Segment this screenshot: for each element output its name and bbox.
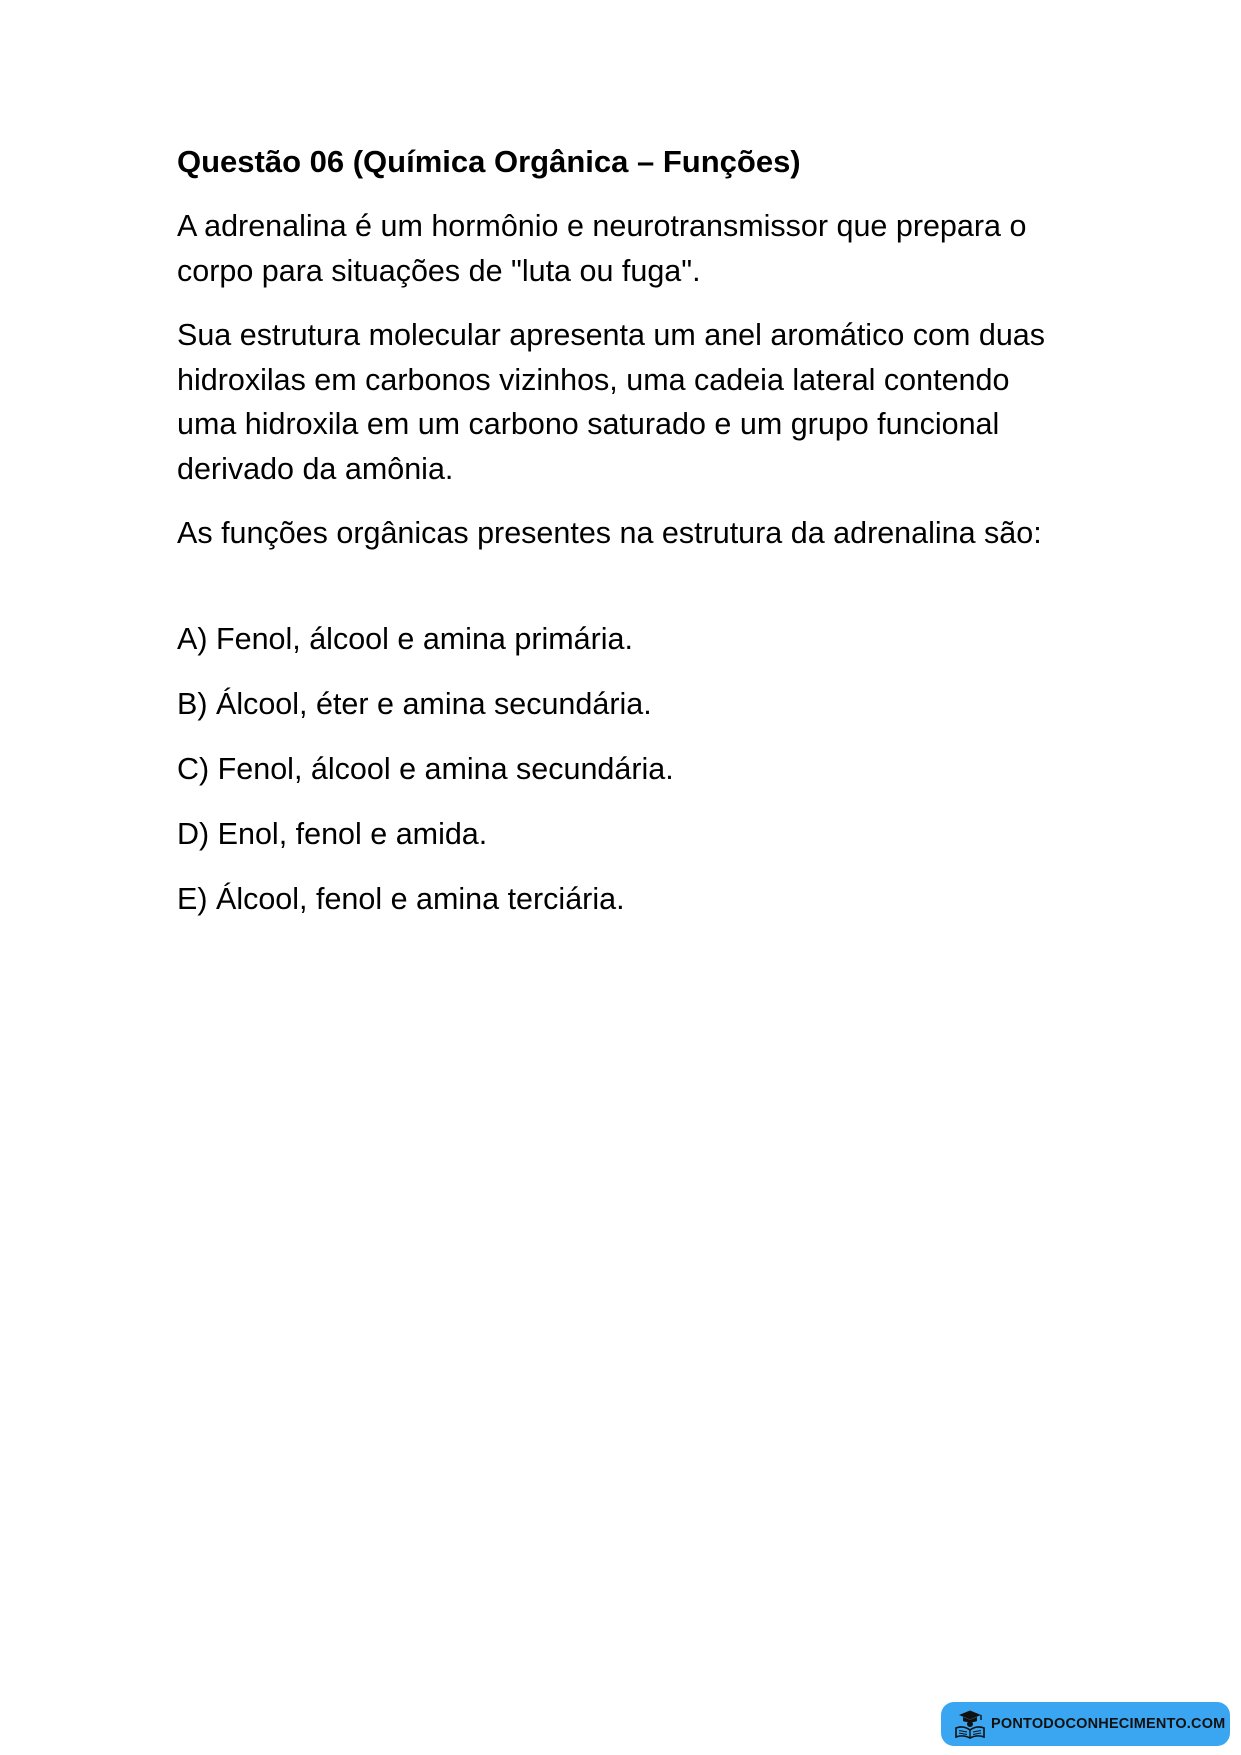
site-badge (941, 1702, 1230, 1746)
question-block (177, 140, 1077, 942)
option-c: C) Fenol, álcool e amina secundária. (177, 751, 674, 786)
question-prompt: As funções orgânicas presentes na estrutura da adrenalina são: (177, 516, 1042, 550)
option-e: E) Álcool, fenol e amina terciária. (177, 881, 625, 916)
question-title: Questão 06 (Química Orgânica – Funções) (177, 144, 801, 179)
answer-options (177, 617, 1077, 921)
graduate-reading-icon (953, 1709, 987, 1739)
option-a: A) Fenol, álcool e amina primária. (177, 621, 633, 656)
site-name: PONTODOCONHECIMENTO.COM (991, 1716, 1226, 1732)
option-b: B) Álcool, éter e amina secundária. (177, 686, 652, 721)
question-paragraph-2: Sua estrutura molecular apresenta um anel aromático com duas hidroxilas em carbonos vizinhos, uma cadeia lateral contendo uma hidroxila em um carbono saturado e um grupo funcional derivado da amônia. (177, 318, 1045, 486)
spacer (177, 576, 1077, 617)
question-paragraph-1: A adrenalina é um hormônio e neurotransmissor que prepara o corpo para situações de "luta ou fuga". (177, 209, 1027, 288)
option-d: D) Enol, fenol e amida. (177, 816, 488, 851)
